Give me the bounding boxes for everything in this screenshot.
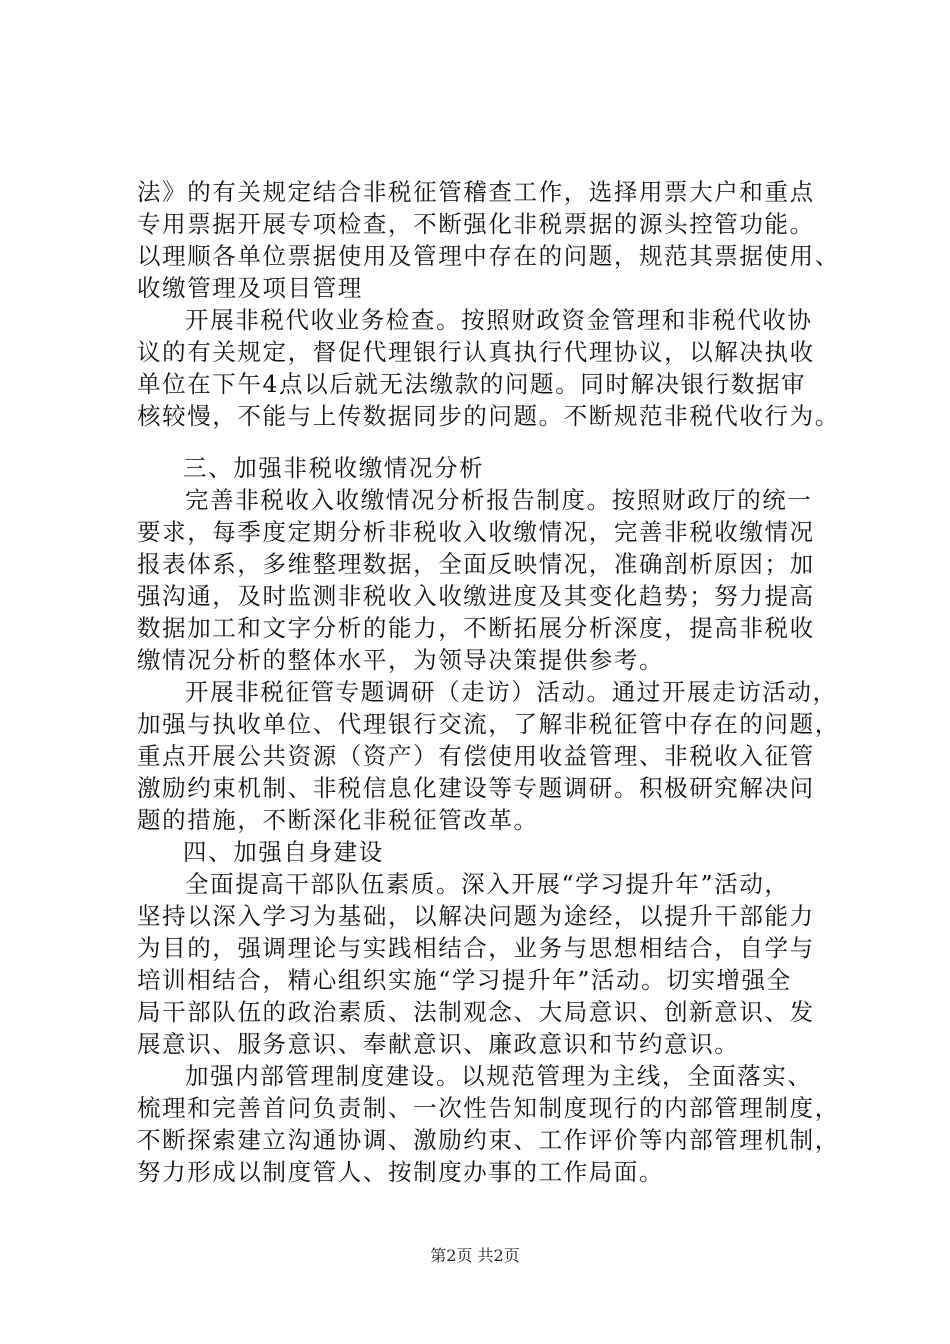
text-line-13: 强沟通，及时监测非税收入收缴进度及其变化趋势；努力提高 bbox=[137, 582, 815, 610]
text-line-27: 展意识、服务意识、奉献意识、廉政意识和节约意识。 bbox=[137, 1030, 740, 1058]
text-line-31: 努力形成以制度管人、按制度办事的工作局面。 bbox=[137, 1158, 665, 1186]
text-line-29: 梳理和完善首问负责制、一次性告知制度现行的内部管理制度， bbox=[137, 1094, 840, 1122]
section-heading-3: 三、加强非税收缴情况分析 bbox=[183, 454, 485, 482]
text-line-15: 缴情况分析的整体水平，为领导决策提供参考。 bbox=[137, 646, 665, 674]
section-heading-4: 四、加强自身建设 bbox=[183, 838, 384, 866]
text-line-22: 全面提高干部队伍素质。深入开展“学习提升年”活动， bbox=[185, 870, 790, 898]
text-line-1: 法》的有关规定结合非税征管稽查工作，选择用票大户和重点 bbox=[137, 178, 815, 206]
text-line-6: 议的有关规定，督促代理银行认真执行代理协议，以解决执收 bbox=[137, 338, 815, 366]
text-line-10: 完善非税收入收缴情况分析报告制度。按照财政厅的统一 bbox=[185, 486, 813, 514]
text-line-11: 要求，每季度定期分析非税收入收缴情况，完善非税收缴情况 bbox=[137, 518, 815, 546]
text-line-2: 专用票据开展专项检查，不断强化非税票据的源头控管功能。 bbox=[137, 210, 815, 238]
text-line-8: 核较慢，不能与上传数据同步的问题。不断规范非税代收行为。 bbox=[137, 402, 840, 430]
text-line-28: 加强内部管理制度建设。以规范管理为主线，全面落实、 bbox=[185, 1062, 813, 1090]
text-line-24: 为目的，强调理论与实践相结合，业务与思想相结合，自学与 bbox=[137, 934, 815, 962]
text-line-3: 以理顺各单位票据使用及管理中存在的问题，规范其票据使用、 bbox=[137, 242, 840, 270]
text-line-16: 开展非税征管专题调研（走访）活动。通过开展走访活动， bbox=[185, 678, 838, 706]
text-line-5: 开展非税代收业务检查。按照财政资金管理和非税代收协 bbox=[185, 306, 813, 334]
text-line-7: 单位在下午4点以后就无法缴款的问题。同时解决银行数据审 bbox=[137, 370, 807, 398]
text-line-12: 报表体系，多维整理数据，全面反映情况，准确剖析原因；加 bbox=[137, 550, 815, 578]
page-footer: 第2页 共2页 bbox=[430, 1246, 520, 1265]
text-line-17: 加强与执收单位、代理银行交流，了解非税征管中存在的问题， bbox=[137, 710, 840, 738]
text-line-19: 激励约束机制、非税信息化建设等专题调研。积极研究解决问 bbox=[137, 774, 815, 802]
text-line-4: 收缴管理及项目管理 bbox=[137, 274, 363, 302]
text-line-25: 培训相结合，精心组织实施“学习提升年”活动。切实增强全 bbox=[137, 966, 792, 994]
text-line-30: 不断探索建立沟通协调、激励约束、工作评价等内部管理机制， bbox=[137, 1126, 840, 1154]
text-line-20: 题的措施，不断深化非税征管改革。 bbox=[137, 806, 539, 834]
text-line-14: 数据加工和文字分析的能力，不断拓展分析深度，提高非税收 bbox=[137, 614, 815, 642]
text-line-26: 局干部队伍的政治素质、法制观念、大局意识、创新意识、发 bbox=[137, 998, 815, 1026]
text-line-23: 坚持以深入学习为基础，以解决问题为途经，以提升干部能力 bbox=[137, 902, 815, 930]
text-line-18: 重点开展公共资源（资产）有偿使用收益管理、非税收入征管 bbox=[137, 742, 815, 770]
